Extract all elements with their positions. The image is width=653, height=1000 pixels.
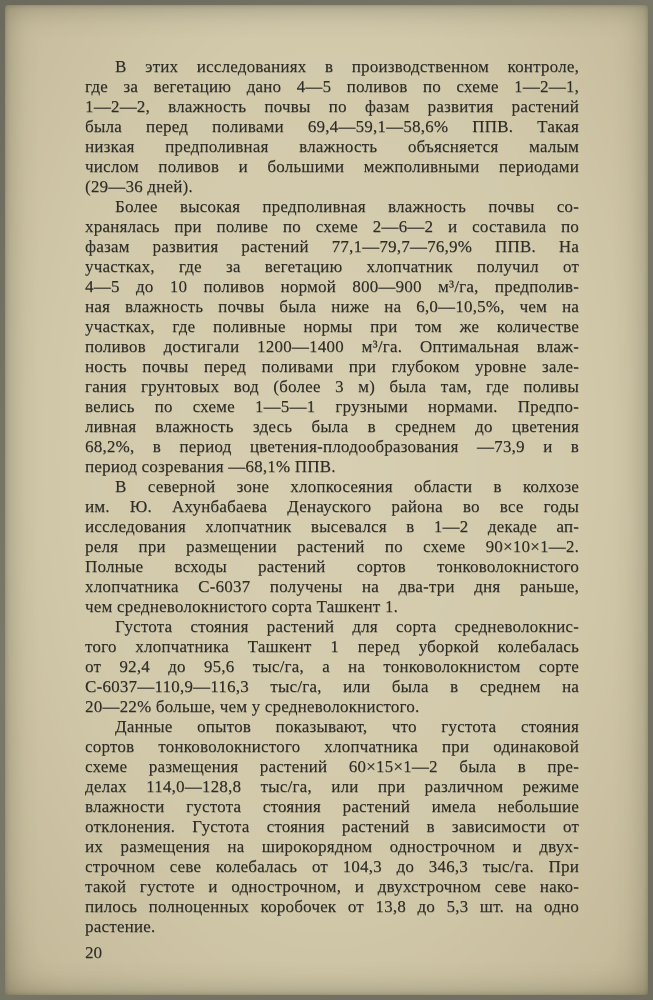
- text-line: (29—36 дней).: [85, 177, 193, 196]
- text-line: числом поливов и большими межполивными периодами: [85, 157, 579, 176]
- text-line: того хлопчатника Ташкент 1 перед уборкой колебалась: [85, 637, 579, 656]
- text-line: пилось полноценных коробочек от 13,8 до 5,3 шт. на одно: [85, 897, 579, 916]
- text-line: реля при размещении растений по схеме 90×10×1—2.: [85, 537, 579, 556]
- text-line: фазам развития растений 77,1—79,7—76,9% ППВ. На: [85, 237, 579, 256]
- text-line: ная влажность почвы была ниже на 6,0—10,5%, чем на: [85, 297, 579, 316]
- text-line: ливная влажность здесь была в среднем до цветения: [85, 417, 579, 436]
- text-line: В этих исследованиях в производственном контроле,: [115, 57, 579, 76]
- paragraph: [85, 477, 579, 617]
- text-line: В северной зоне хлопкосеяния области в колхозе: [115, 477, 579, 496]
- text-line: была перед поливами 69,4—59,1—58,6% ППВ. Такая: [85, 117, 579, 136]
- page-number: 20: [85, 943, 102, 962]
- text-line: участках, где за вегетацию хлопчатник получил от: [85, 257, 579, 276]
- paragraph: [85, 57, 579, 197]
- text-line: сортов тонковолокнистого хлопчатника при одинаковой: [85, 737, 579, 756]
- text-line: Полные всходы растений сортов тонковолокнистого: [85, 557, 579, 576]
- text-line: хлопчатника С-6037 получены на два-три дня раньше,: [85, 577, 579, 596]
- text-line: им. Ю. Ахунбабаева Денауского района во все годы: [85, 497, 579, 516]
- text-line: влажности густота стояния растений имела небольшие: [85, 797, 579, 816]
- text-line: низкая предполивная влажность объясняется малым: [85, 137, 579, 156]
- text-line: чем средневолокнистого сорта Ташкент 1.: [85, 597, 398, 616]
- text-line: их размещения на широкорядном однострочном и двух-: [85, 837, 579, 856]
- text-line: 20—22% больше, чем у средневолокнистого.: [85, 697, 420, 716]
- text-line: растение.: [85, 917, 156, 936]
- text-line: Более высокая предполивная влажность почвы со-: [115, 197, 579, 216]
- page-surface: [5, 5, 648, 995]
- text-line: Густота стояния растений для сорта средневолокнис-: [115, 617, 579, 636]
- text-line: велись по схеме 1—5—1 грузными нормами. Предпо-: [85, 397, 579, 416]
- text-line: гания грунтовых вод (более 3 м) была там, где поливы: [85, 377, 579, 396]
- paragraph: [85, 617, 579, 717]
- text-line: исследования хлопчатник высевался в 1—2 декаде ап-: [85, 517, 579, 536]
- paragraph: [85, 197, 579, 477]
- text-line: 68,2%, в период цветения-плодообразования —73,9 и в: [85, 437, 579, 456]
- text-line: от 92,4 до 95,6 тыс/га, а на тонковолокнистом сорте: [85, 657, 579, 676]
- text-line: схеме размещения растений 60×15×1—2 была в пре-: [85, 757, 579, 776]
- text-line: где за вегетацию дано 4—5 поливов по схеме 1—2—1,: [85, 77, 579, 96]
- text-line: ность почвы перед поливами при глубоком уровне зале-: [85, 357, 579, 376]
- text-line: хранялась при поливе по схеме 2—6—2 и составила по: [85, 217, 579, 236]
- paragraph: [85, 717, 579, 937]
- text-line: строчном севе колебалась от 104,3 до 346,3 тыс/га. При: [85, 857, 579, 876]
- text-line: делах 114,0—128,8 тыс/га, или при различном режиме: [85, 777, 579, 796]
- text-line: С-6037—110,9—116,3 тыс/га, или была в среднем на: [85, 677, 579, 696]
- text-line: такой густоте и однострочном, и двухстрочном севе нако-: [85, 877, 579, 896]
- text-line: период созревания —68,1% ППВ.: [85, 457, 336, 476]
- text-line: отклонения. Густота стояния растений в зависимости от: [85, 817, 579, 836]
- text-line: Данные опытов показывают, что густота стояния: [115, 717, 579, 736]
- text-line: 4—5 до 10 поливов нормой 800—900 м³/га, предполив-: [85, 277, 579, 296]
- text-line: 1—2—2, влажность почвы по фазам развития растений: [85, 97, 579, 116]
- text-block: [85, 57, 579, 937]
- text-line: поливов достигали 1200—1400 м³/га. Оптимальная влаж-: [85, 337, 579, 356]
- text-line: участках, где поливные нормы при том же количестве: [85, 317, 579, 336]
